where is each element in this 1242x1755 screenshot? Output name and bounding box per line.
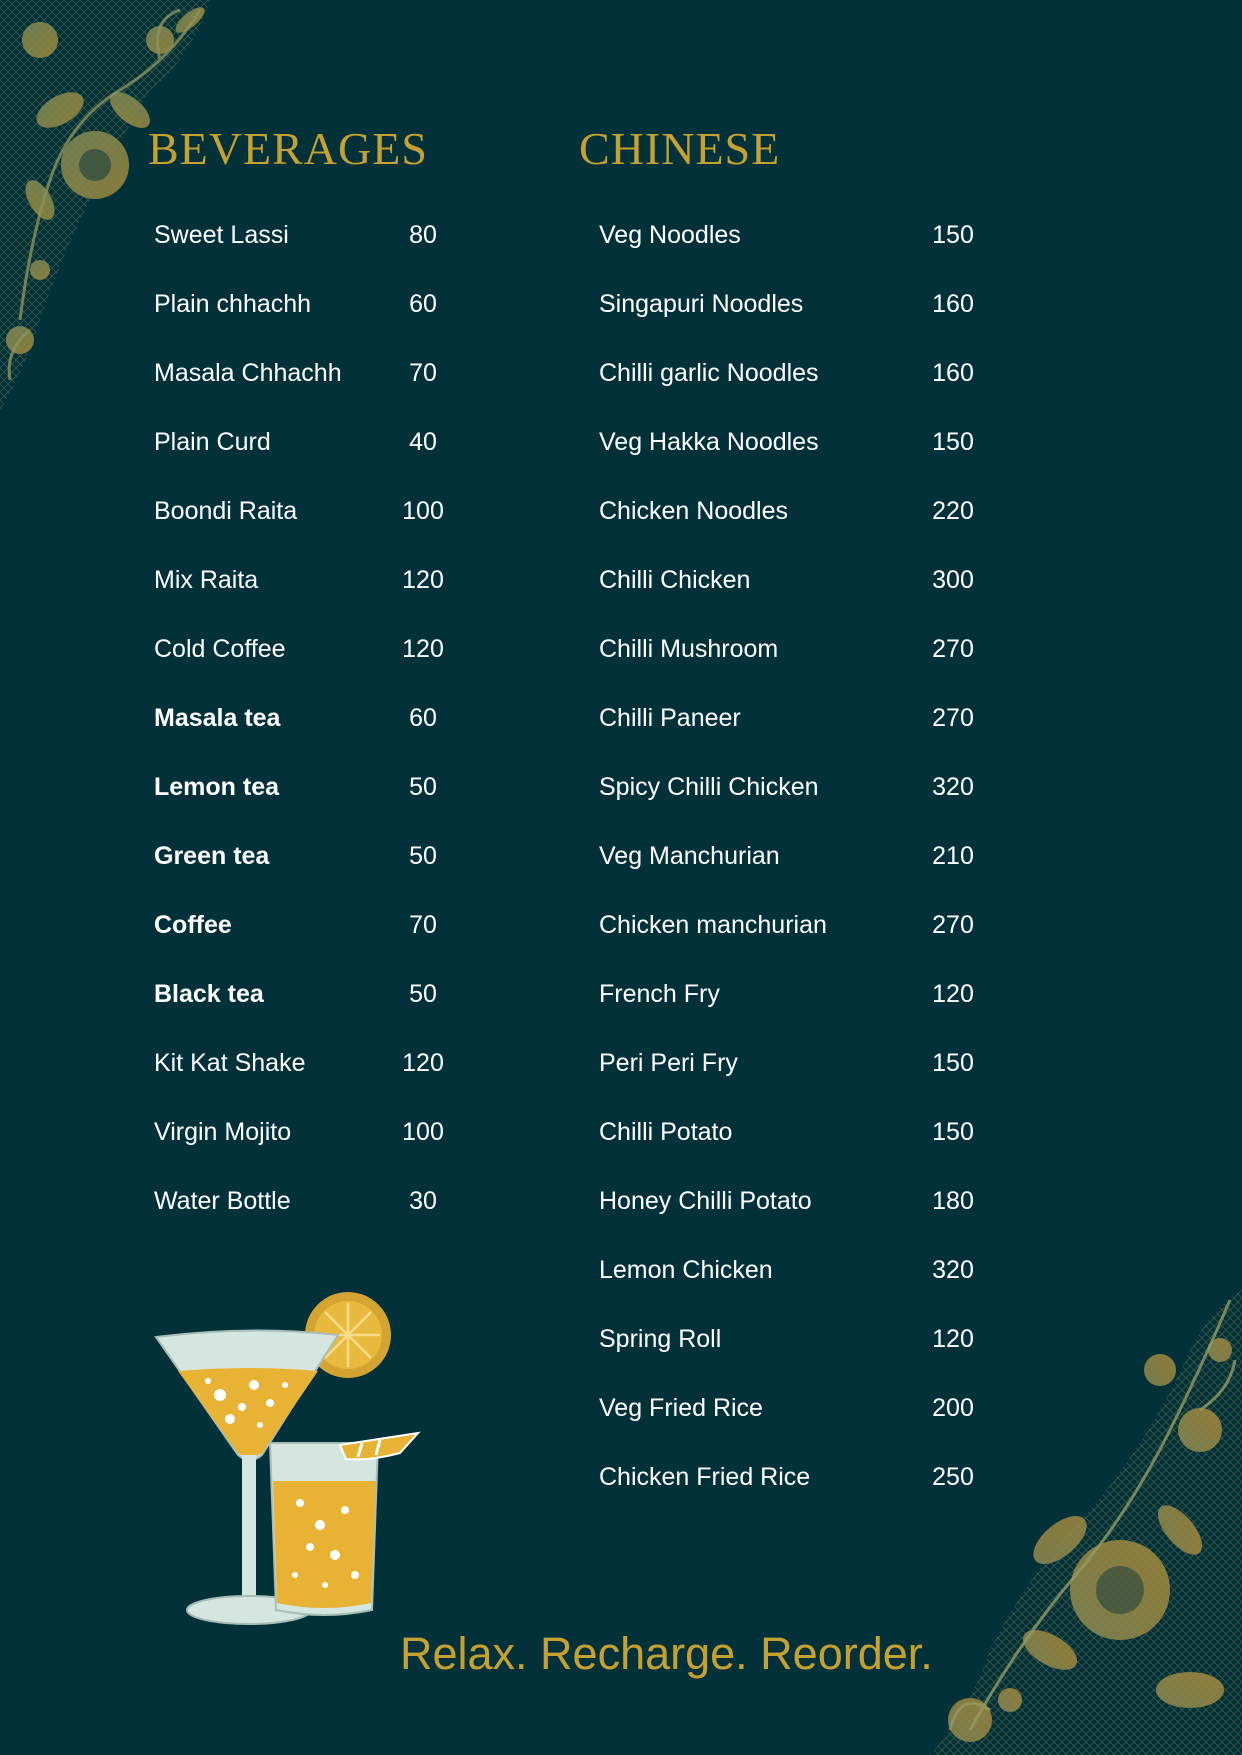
item-name: Veg Fried Rice: [599, 1394, 763, 1422]
menu-item: [154, 973, 464, 1042]
item-price: 320: [932, 773, 974, 801]
item-price: 100: [402, 497, 444, 525]
item-price: 300: [932, 566, 974, 594]
menu-item: [154, 1180, 464, 1249]
menu-item: [599, 421, 979, 490]
item-name: Black tea: [154, 980, 264, 1008]
menu-item: [599, 628, 979, 697]
menu-item: [599, 352, 979, 421]
tagline: Relax. Recharge. Reorder.: [400, 1628, 933, 1679]
menu-item: [599, 490, 979, 559]
item-price: 270: [932, 635, 974, 663]
item-price: 150: [932, 1049, 974, 1077]
chinese-menu-list: [599, 214, 979, 1525]
item-price: 200: [932, 1394, 974, 1422]
item-price: 40: [409, 428, 437, 456]
item-name: Boondi Raita: [154, 497, 298, 525]
chinese-heading: CHINESE: [579, 123, 781, 174]
item-name: Virgin Mojito: [154, 1118, 292, 1146]
item-price: 70: [409, 359, 437, 387]
item-price: 150: [932, 428, 974, 456]
item-price: 120: [402, 1049, 444, 1077]
menu-item: [599, 766, 979, 835]
menu-item: [599, 1456, 979, 1525]
menu-item: [154, 421, 464, 490]
menu-item: [599, 1180, 979, 1249]
menu-item: [154, 283, 464, 352]
menu-item: [599, 1042, 979, 1111]
item-name: Cold Coffee: [154, 635, 286, 663]
item-price: 250: [932, 1463, 974, 1491]
menu-item: [599, 1249, 979, 1318]
item-name: Masala tea: [154, 704, 281, 732]
menu-item: [154, 490, 464, 559]
item-name: Lemon tea: [154, 773, 280, 801]
menu-item: [154, 214, 464, 283]
item-price: 270: [932, 704, 974, 732]
menu-item: [599, 1111, 979, 1180]
item-price: 150: [932, 1118, 974, 1146]
item-price: 50: [409, 980, 437, 1008]
item-price: 120: [402, 635, 444, 663]
item-name: Chilli Potato: [599, 1118, 733, 1146]
item-price: 220: [932, 497, 974, 525]
menu-item: [599, 1318, 979, 1387]
item-price: 150: [932, 221, 974, 249]
item-name: Water Bottle: [154, 1187, 291, 1215]
item-name: Spicy Chilli Chicken: [599, 773, 819, 801]
beverages-heading: BEVERAGES: [148, 123, 428, 174]
item-price: 50: [409, 842, 437, 870]
item-price: 160: [932, 290, 974, 318]
item-name: Chilli garlic Noodles: [599, 359, 819, 387]
item-name: Sweet Lassi: [154, 221, 289, 249]
item-name: Veg Manchurian: [599, 842, 780, 870]
item-name: Peri Peri Fry: [599, 1049, 738, 1077]
item-price: 70: [409, 911, 437, 939]
item-price: 120: [932, 1325, 974, 1353]
juice-glass-icon: [270, 1433, 418, 1615]
item-name: Coffee: [154, 911, 232, 939]
item-price: 80: [409, 221, 437, 249]
item-name: French Fry: [599, 980, 720, 1008]
item-name: Green tea: [154, 842, 270, 870]
item-price: 60: [409, 704, 437, 732]
item-name: Kit Kat Shake: [154, 1049, 306, 1077]
item-name: Chicken Fried Rice: [599, 1463, 811, 1491]
menu-item: [154, 904, 464, 973]
item-price: 120: [402, 566, 444, 594]
item-name: Chilli Paneer: [599, 704, 741, 732]
item-name: Spring Roll: [599, 1325, 722, 1353]
item-price: 60: [409, 290, 437, 318]
item-price: 180: [932, 1187, 974, 1215]
item-name: Chicken manchurian: [599, 911, 827, 939]
menu-item: [599, 214, 979, 283]
item-name: Plain chhachh: [154, 290, 312, 318]
menu-item: [154, 628, 464, 697]
item-name: Masala Chhachh: [154, 359, 342, 387]
menu-item: [154, 559, 464, 628]
menu-item: [599, 1387, 979, 1456]
item-price: 270: [932, 911, 974, 939]
item-name: Plain Curd: [154, 428, 271, 456]
menu-item: [599, 904, 979, 973]
item-name: Veg Hakka Noodles: [599, 428, 819, 456]
item-name: Honey Chilli Potato: [599, 1187, 812, 1215]
menu-item: [154, 1111, 464, 1180]
item-price: 160: [932, 359, 974, 387]
item-name: Singapuri Noodles: [599, 290, 804, 318]
menu-item: [599, 697, 979, 766]
menu-item: [154, 766, 464, 835]
menu-item: [599, 559, 979, 628]
item-price: 50: [409, 773, 437, 801]
item-price: 210: [932, 842, 974, 870]
menu-item: [154, 352, 464, 421]
menu-item: [154, 697, 464, 766]
beverages-menu-list: [154, 214, 464, 1249]
item-name: Chicken Noodles: [599, 497, 788, 525]
menu-item: [599, 835, 979, 904]
item-name: Mix Raita: [154, 566, 259, 594]
cocktail-and-juice-glass-illustration: [150, 1285, 430, 1635]
item-price: 30: [409, 1187, 437, 1215]
item-price: 120: [932, 980, 974, 1008]
item-name: Veg Noodles: [599, 221, 741, 249]
item-name: Chilli Mushroom: [599, 635, 779, 663]
menu-item: [599, 973, 979, 1042]
menu-item: [599, 283, 979, 352]
menu-item: [154, 1042, 464, 1111]
menu-item: [154, 835, 464, 904]
item-price: 320: [932, 1256, 974, 1284]
item-name: Chilli Chicken: [599, 566, 751, 594]
item-price: 100: [402, 1118, 444, 1146]
item-name: Lemon Chicken: [599, 1256, 773, 1284]
